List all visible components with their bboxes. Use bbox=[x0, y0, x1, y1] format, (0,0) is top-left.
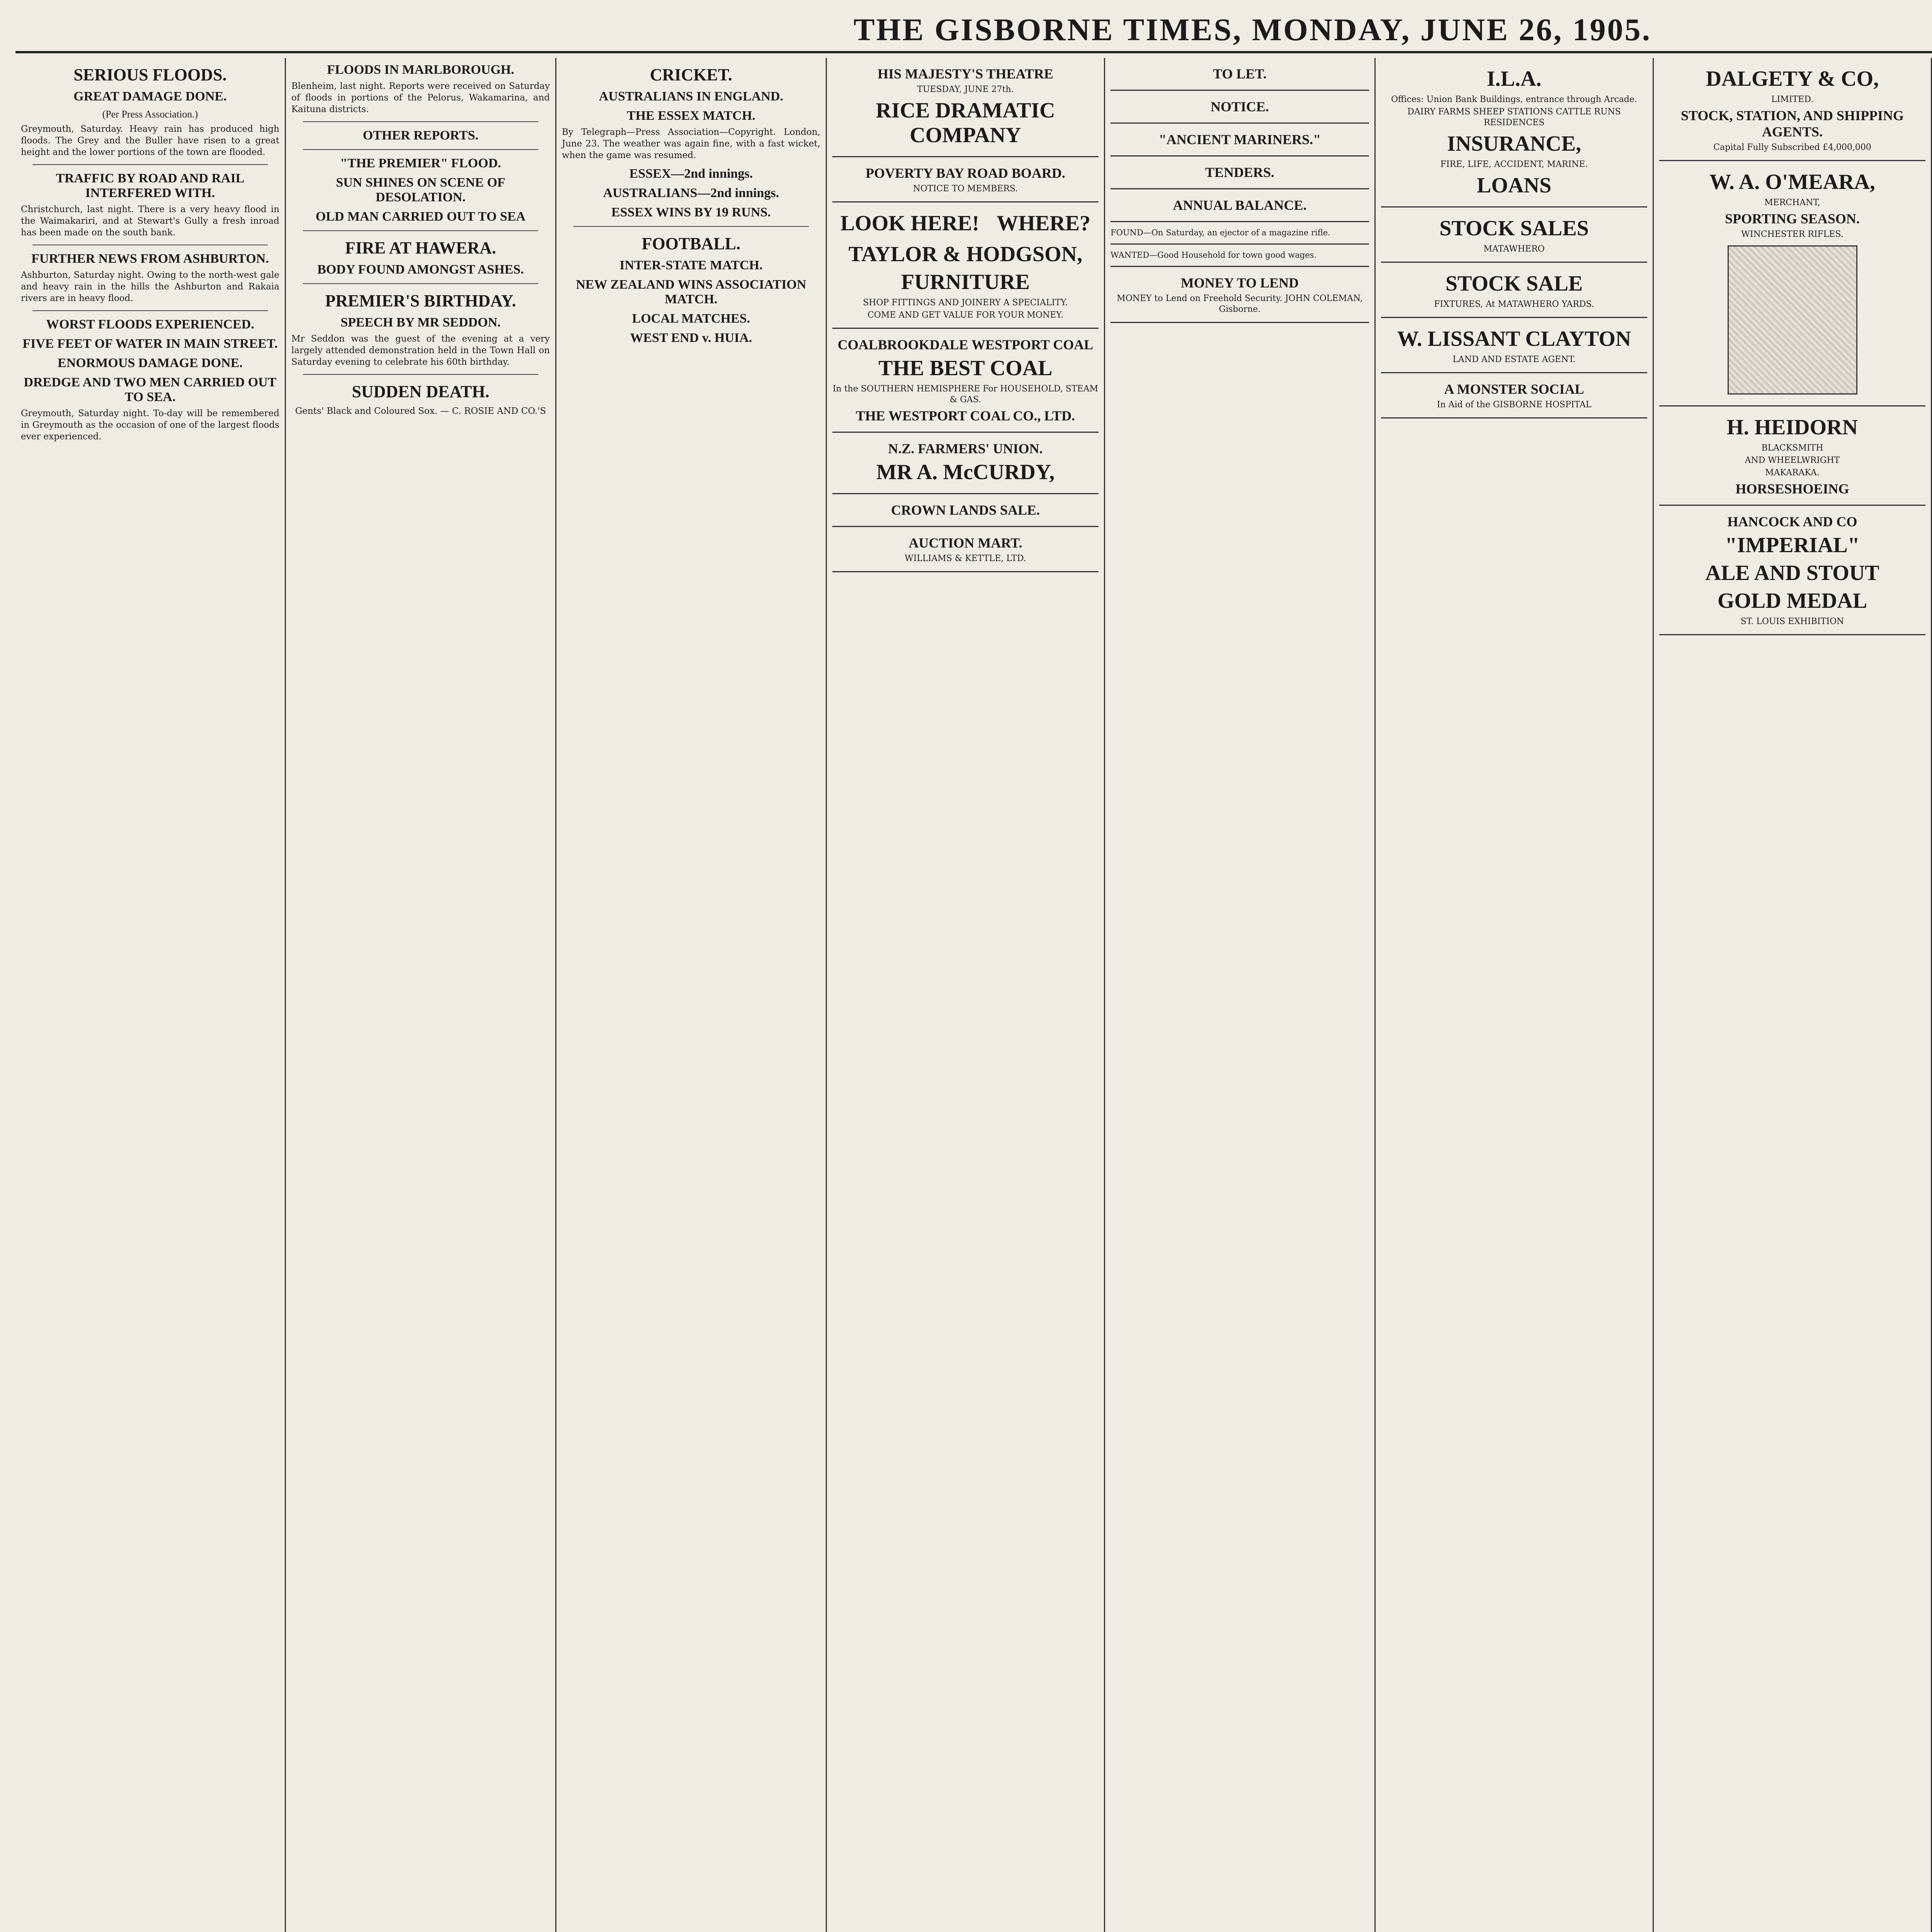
divider bbox=[303, 121, 538, 122]
wanted-text: WANTED—Good Household for town good wages. bbox=[1111, 250, 1317, 260]
money-text: MONEY to Lend on Freehold Security. JOHN COLEMAN, Gisborne. bbox=[1117, 294, 1363, 314]
company-name: RICE DRAMATIC COMPANY bbox=[876, 99, 1055, 147]
fixtures: FIXTURES, At MATAWHERO YARDS. bbox=[1434, 299, 1594, 309]
stock-sales-ad bbox=[1381, 207, 1647, 263]
dalgety-ad bbox=[1659, 58, 1925, 161]
stock-sale-fixtures-ad bbox=[1381, 263, 1647, 318]
column-2 bbox=[286, 58, 556, 1932]
road-board-notice: NOTICE TO MEMBERS. bbox=[913, 184, 1018, 194]
notice-ad bbox=[1111, 91, 1369, 124]
subhead-nz-wins: NEW ZEALAND WINS ASSOCIATION MATCH. bbox=[576, 277, 806, 306]
column-4-ads bbox=[827, 58, 1105, 1932]
stove-engraving bbox=[1728, 245, 1857, 395]
headline-premier-flood: "THE PREMIER" FLOOD. bbox=[340, 156, 501, 170]
heidorn-ad bbox=[1659, 406, 1925, 506]
farmers-union-ad bbox=[832, 433, 1099, 494]
best-coal: THE BEST COAL bbox=[878, 356, 1053, 380]
article-text: Greymouth, Saturday. Heavy rain has produced high floods. The Grey and the Buller have risen to a great height and the lower portions of the town are flooded. bbox=[21, 124, 279, 157]
omeara-ad bbox=[1659, 161, 1925, 406]
crown-lands-ad bbox=[832, 494, 1099, 527]
subhead-interstate: INTER-STATE MATCH. bbox=[619, 258, 763, 272]
sporting-season: SPORTING SEASON. bbox=[1725, 211, 1860, 226]
horseshoeing: HORSESHOEING bbox=[1735, 481, 1849, 497]
article-text: Blenheim, last night. Reports were received on Saturday of floods in portions of the Pelorus, Wakamarina, and Kaituna districts. bbox=[291, 81, 550, 114]
auction-mart: AUCTION MART. bbox=[908, 535, 1022, 551]
column-7 bbox=[1654, 58, 1932, 1932]
column-6 bbox=[1376, 58, 1654, 1932]
article-text: By Telegraph—Press Association—Copyright. London, June 23. The weather was again fine, with a fast wicket, when the game was resumed. bbox=[562, 127, 820, 160]
scoreboard-australians: AUSTRALIANS—2nd innings. bbox=[603, 186, 779, 200]
headline-football: FOOTBALL. bbox=[641, 234, 741, 253]
lissant-clayton: W. LISSANT CLAYTON bbox=[1397, 327, 1631, 351]
headline-worst-floods: WORST FLOODS EXPERIENCED. bbox=[46, 317, 254, 332]
subhead-great-damage: GREAT DAMAGE DONE. bbox=[73, 89, 227, 104]
road-board-ad bbox=[832, 157, 1099, 202]
byline: (Per Press Association.) bbox=[102, 109, 198, 120]
makaraka: MAKARAKA. bbox=[1765, 468, 1820, 478]
theatre-date: TUESDAY, JUNE 27th. bbox=[917, 85, 1014, 94]
ale-stout: ALE AND STOUT bbox=[1705, 561, 1879, 585]
blacksmith: BLACKSMITH bbox=[1761, 443, 1823, 453]
theatre-name: HIS MAJESTY'S THEATRE bbox=[878, 66, 1053, 82]
ila-ad bbox=[1381, 58, 1647, 207]
article-text: Ashburton, Saturday night. Owing to the north-west gale and heavy rain in the hills the Ashburton and Rakaia rivers are in heavy flood. bbox=[21, 270, 279, 303]
ila-title: I.L.A. bbox=[1486, 67, 1542, 91]
ancient-mariners-ad bbox=[1111, 124, 1369, 156]
coal-ad bbox=[832, 329, 1099, 433]
subhead-west-end: WEST END v. HUIA. bbox=[630, 331, 752, 345]
dalgety-agents: STOCK, STATION, AND SHIPPING AGENTS. bbox=[1680, 108, 1904, 139]
notice: NOTICE. bbox=[1210, 99, 1269, 114]
advertisement-text: Gents' Black and Coloured Sox. — C. ROSIE AND CO.'S bbox=[295, 406, 546, 416]
headline-old-man: OLD MAN CARRIED OUT TO SEA bbox=[315, 209, 526, 224]
wheelwright: AND WHEELWRIGHT bbox=[1745, 456, 1840, 465]
auction-mart-ad bbox=[832, 527, 1099, 572]
annual-balance: ANNUAL BALANCE. bbox=[1173, 197, 1307, 213]
hancock-ad bbox=[1659, 506, 1925, 635]
headline-five-feet: FIVE FEET OF WATER IN MAIN STREET. bbox=[22, 337, 278, 351]
westport-company: THE WESTPORT COAL CO., LTD. bbox=[855, 408, 1075, 423]
monster-social-ad bbox=[1381, 373, 1647, 418]
hancock: HANCOCK AND CO bbox=[1727, 514, 1857, 529]
winchester: WINCHESTER RIFLES. bbox=[1741, 230, 1844, 239]
dalgety-limited: LIMITED. bbox=[1771, 95, 1814, 104]
crown-lands: CROWN LANDS SALE. bbox=[891, 502, 1040, 518]
headline-sun-shines: SUN SHINES ON SCENE OF DESOLATION. bbox=[336, 175, 505, 204]
theatre-ad bbox=[832, 58, 1099, 157]
taylor-hodgson: TAYLOR & HODGSON, bbox=[848, 242, 1083, 266]
headline-serious-floods: SERIOUS FLOODS. bbox=[73, 65, 227, 84]
stock-sales: STOCK SALES bbox=[1439, 216, 1589, 240]
column-1 bbox=[15, 58, 286, 1932]
divider bbox=[303, 374, 538, 375]
divider bbox=[303, 283, 538, 284]
where: WHERE? bbox=[997, 211, 1091, 235]
to-let: TO LET. bbox=[1213, 66, 1267, 82]
fire-life: FIRE, LIFE, ACCIDENT, MARINE. bbox=[1440, 160, 1588, 169]
monster-social: A MONSTER SOCIAL bbox=[1444, 381, 1584, 397]
headline-essex-wins: ESSEX WINS BY 19 RUNS. bbox=[611, 205, 771, 219]
farmers-union: N.Z. FARMERS' UNION. bbox=[888, 441, 1043, 456]
dalgety-capital: Capital Fully Subscribed £4,000,000 bbox=[1713, 143, 1871, 152]
coal-title: COALBROOKDALE WESTPORT COAL bbox=[837, 337, 1094, 352]
classified-wanted bbox=[1111, 245, 1369, 267]
loans: LOANS bbox=[1477, 173, 1551, 197]
headline-marlborough: FLOODS IN MARLBOROUGH. bbox=[327, 63, 514, 77]
article-text: Christchurch, last night. There is a very heavy flood in the Waimakariri, and at Stewart's Gully a fresh inroad has been made on the south bank. bbox=[21, 204, 279, 238]
divider bbox=[303, 149, 538, 150]
matawhero: MATAWHERO bbox=[1483, 244, 1545, 254]
ancient-mariners: "ANCIENT MARINERS." bbox=[1158, 132, 1321, 147]
headline-traffic: TRAFFIC BY ROAD AND RAIL INTERFERED WITH. bbox=[56, 171, 245, 200]
ila-offices: Offices: Union Bank Buildings, entrance through Arcade. bbox=[1391, 95, 1637, 104]
headline-other-reports: OTHER REPORTS. bbox=[362, 128, 479, 143]
furniture: FURNITURE bbox=[901, 270, 1030, 294]
column-5-classifieds bbox=[1105, 58, 1376, 1932]
headline-sudden-death: SUDDEN DEATH. bbox=[352, 382, 490, 401]
omeara: W. A. O'MEARA, bbox=[1709, 170, 1875, 194]
shop-fittings: SHOP FITTINGS AND JOINERY A SPECIALITY. bbox=[863, 298, 1068, 308]
st-louis: ST. LOUIS EXHIBITION bbox=[1740, 617, 1844, 626]
stock-sale: STOCK SALE bbox=[1445, 272, 1583, 296]
headline-dredge: DREDGE AND TWO MEN CARRIED OUT TO SEA. bbox=[24, 375, 277, 404]
to-let-ad bbox=[1111, 58, 1369, 91]
classified-found bbox=[1111, 222, 1369, 245]
headline-cricket: CRICKET. bbox=[650, 65, 733, 84]
article-text: Greymouth, Saturday night. To-day will be remembered in Greymouth as the occasion of one of the largest floods ever experienced. bbox=[21, 408, 279, 442]
road-board-title: POVERTY BAY ROAD BOARD. bbox=[866, 165, 1065, 181]
merchant: MERCHANT, bbox=[1764, 198, 1820, 207]
subhead-speech: SPEECH BY MR SEDDON. bbox=[340, 315, 501, 330]
headline-further-news: FURTHER NEWS FROM ASHBURTON. bbox=[31, 252, 269, 266]
annual-balance-ad bbox=[1111, 189, 1369, 222]
insurance: INSURANCE, bbox=[1447, 132, 1581, 156]
come-and-get: COME AND GET VALUE FOR YOUR MONEY. bbox=[867, 310, 1063, 320]
heidorn: H. HEIDORN bbox=[1726, 415, 1858, 439]
masthead bbox=[15, 9, 1932, 53]
dalgety: DALGETY & CO, bbox=[1706, 67, 1879, 91]
ila-dairy: DAIRY FARMS SHEEP STATIONS CATTLE RUNS RESIDENCES bbox=[1407, 107, 1621, 128]
land-estate: LAND AND ESTATE AGENT. bbox=[1452, 355, 1576, 364]
look-here: LOOK HERE! bbox=[840, 211, 980, 235]
subhead-body-found: BODY FOUND AMONGST ASHES. bbox=[317, 262, 524, 277]
divider bbox=[32, 310, 268, 311]
masthead-title: THE GISBORNE TIMES, MONDAY, JUNE 26, 1905. bbox=[853, 12, 1651, 47]
williams-kettle: WILLIAMS & KETTLE, LTD. bbox=[905, 554, 1026, 563]
divider bbox=[573, 226, 809, 227]
subhead-local-matches: LOCAL MATCHES. bbox=[632, 311, 750, 326]
money-to-lend-ad bbox=[1111, 267, 1369, 323]
coal-text: In the SOUTHERN HEMISPHERE For HOUSEHOLD, STEAM & GAS. bbox=[832, 384, 1099, 405]
imperial: "IMPERIAL" bbox=[1725, 533, 1860, 557]
scoreboard-essex: ESSEX—2nd innings. bbox=[629, 167, 753, 181]
divider bbox=[32, 164, 268, 165]
mccurdy: MR A. McCURDY, bbox=[876, 460, 1055, 484]
subhead-australians: AUSTRALIANS IN ENGLAND. bbox=[599, 89, 784, 104]
social-text: In Aid of the GISBORNE HOSPITAL bbox=[1437, 400, 1592, 410]
headline-fire-hawera: FIRE AT HAWERA. bbox=[345, 238, 496, 257]
article-text: Mr Seddon was the guest of the evening at a very largely attended demonstration held in the Town Hall on Saturday evening to celebrate his 60th birthday. bbox=[291, 334, 550, 367]
tenders-ad bbox=[1111, 156, 1369, 189]
headline-premiers-birthday: PREMIER'S BIRTHDAY. bbox=[325, 291, 516, 310]
column-3 bbox=[556, 58, 827, 1932]
found-text: FOUND—On Saturday, an ejector of a magazine rifle. bbox=[1111, 228, 1331, 237]
lissant-clayton-ad bbox=[1381, 318, 1647, 373]
subhead-essex-match: THE ESSEX MATCH. bbox=[627, 109, 755, 123]
tenders: TENDERS. bbox=[1205, 165, 1275, 180]
money-to-lend: MONEY TO LEND bbox=[1180, 275, 1299, 291]
gold-medal: GOLD MEDAL bbox=[1717, 589, 1867, 613]
headline-enormous-damage: ENORMOUS DAMAGE DONE. bbox=[58, 356, 243, 370]
furniture-ad bbox=[832, 202, 1099, 329]
divider bbox=[303, 230, 538, 231]
